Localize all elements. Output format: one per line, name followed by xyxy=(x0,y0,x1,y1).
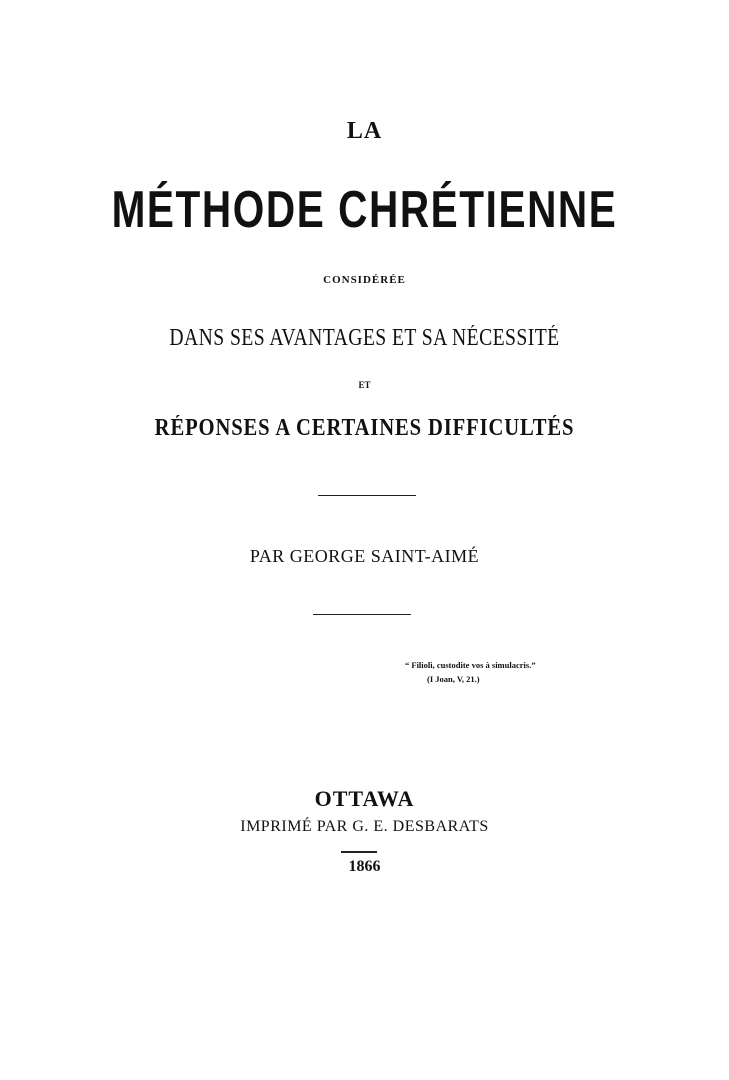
main-title: MÉTHODE CHRÉTIENNE xyxy=(111,181,618,239)
imprint-printer: IMPRIMÉ PAR G. E. DESBARATS xyxy=(240,818,489,835)
divider-rule xyxy=(313,614,411,615)
title-article: LA xyxy=(346,118,383,144)
divider-rule xyxy=(318,495,416,496)
imprint-city: OTTAWA xyxy=(314,786,415,811)
epigraph xyxy=(405,658,565,686)
imprint-year: 1866 xyxy=(348,858,381,875)
author-line: PAR GEORGE SAINT-AIMÉ xyxy=(249,546,480,566)
subtitle-line-2: RÉPONSES A CERTAINES DIFFICULTÉS xyxy=(154,415,575,441)
epigraph-quote: “ Filioli, custodite vos à simulacris.” xyxy=(405,660,536,670)
considered-label: CONSIDÉRÉE xyxy=(323,274,406,286)
subtitle-line-1: DANS SES AVANTAGES ET SA NÉCESSITÉ xyxy=(169,325,560,351)
divider-rule xyxy=(341,851,377,853)
epigraph-reference: (I Joan, V, 21.) xyxy=(427,674,480,684)
conjunction-label: ET xyxy=(358,380,371,390)
